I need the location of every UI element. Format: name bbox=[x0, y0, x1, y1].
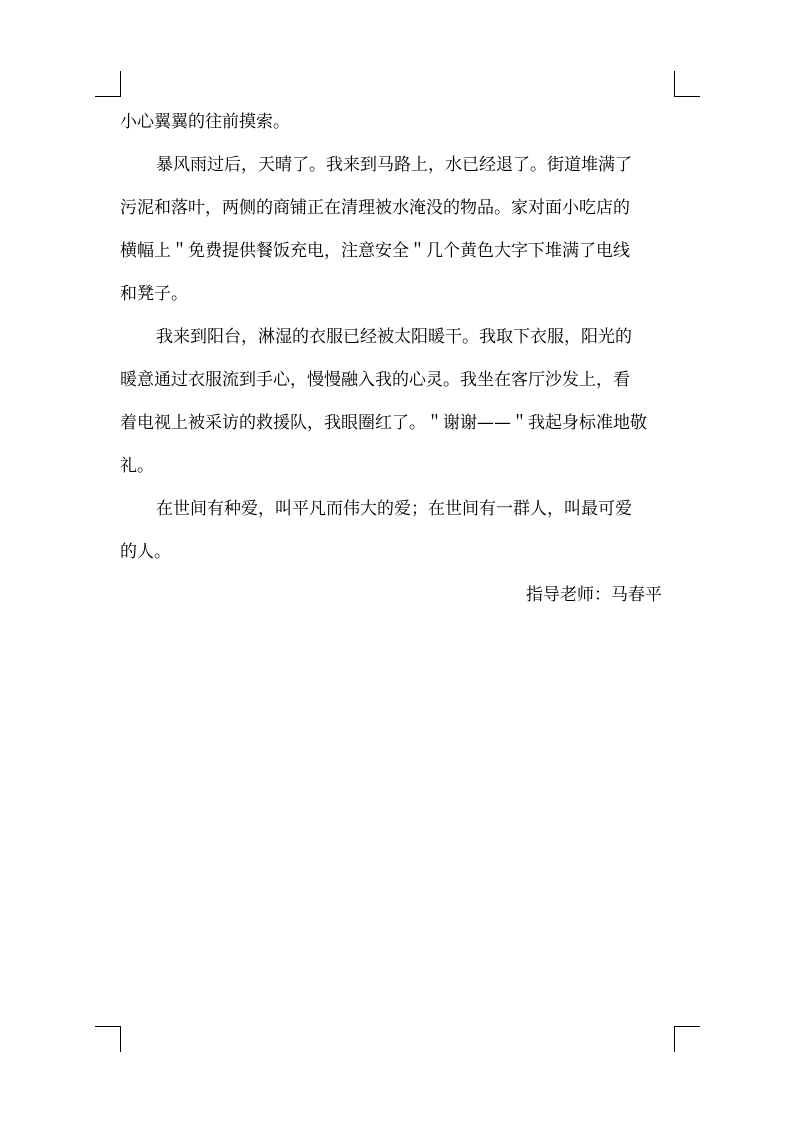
text-line: 和凳子。 bbox=[120, 284, 188, 304]
teacher-signature: 指导老师：马春平 bbox=[526, 585, 662, 605]
crop-mark-top-left bbox=[95, 71, 121, 97]
paragraph-4 bbox=[120, 488, 676, 574]
document-body bbox=[120, 101, 676, 617]
crop-mark-bottom-left bbox=[95, 1026, 121, 1052]
text-line: 着电视上被采访的救援队，我眼圈红了。＂谢谢——＂我起身标准地敬 bbox=[120, 413, 647, 433]
text-line: 横幅上＂免费提供餐饭充电，注意安全＂几个黄色大字下堆满了电线 bbox=[120, 241, 630, 261]
paragraph-1 bbox=[120, 101, 676, 144]
paragraph-2 bbox=[120, 144, 676, 316]
text-line: 暴风雨过后，天晴了。我来到马路上，水已经退了。街道堆满了 bbox=[156, 155, 632, 175]
crop-mark-top-right bbox=[674, 71, 700, 97]
text-line: 暖意通过衣服流到手心，慢慢融入我的心灵。我坐在客厅沙发上，看 bbox=[120, 370, 630, 390]
text-line: 礼。 bbox=[120, 456, 154, 476]
crop-mark-bottom-right bbox=[674, 1026, 700, 1052]
text-line: 我来到阳台，淋湿的衣服已经被太阳暖干。我取下衣服，阳光的 bbox=[156, 327, 632, 347]
text-line: 污泥和落叶，两侧的商铺正在清理被水淹没的物品。家对面小吃店的 bbox=[120, 198, 630, 218]
text-line: 的人。 bbox=[120, 542, 171, 562]
text-line: 小心翼翼的往前摸索。 bbox=[120, 112, 290, 132]
paragraph-3 bbox=[120, 316, 676, 488]
text-line: 在世间有种爱，叫平凡而伟大的爱；在世间有一群人，叫最可爱 bbox=[156, 499, 632, 519]
